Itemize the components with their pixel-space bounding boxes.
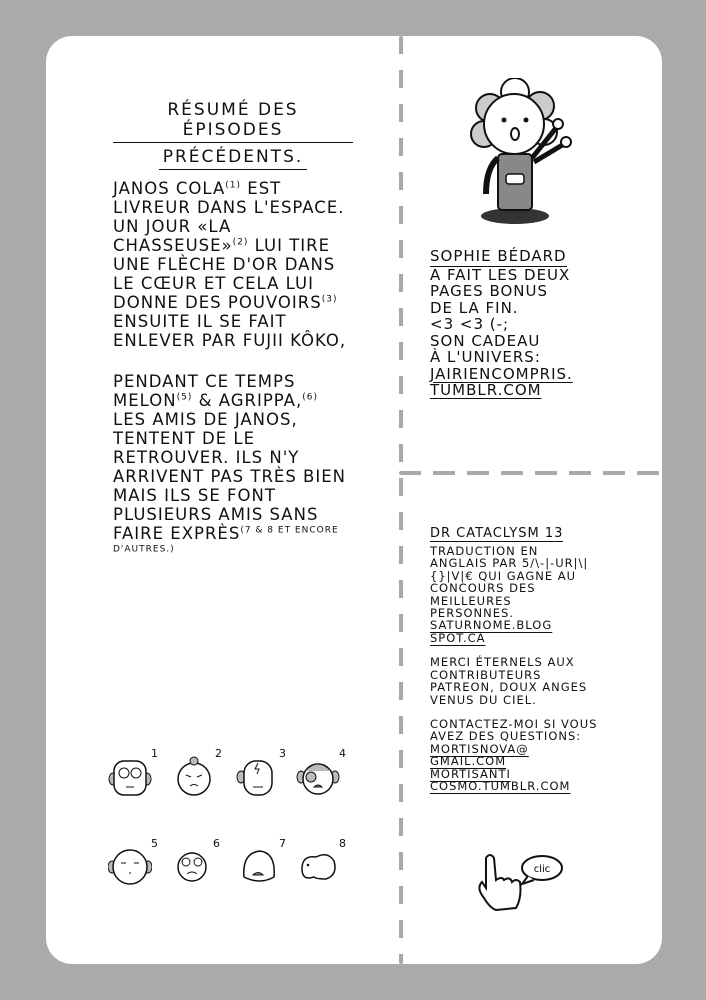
character-face-3-icon: 3 [236,755,280,799]
patreon-thanks: MERCI ÉTERNELS AUX CONTRIBUTEURS PATREON, DOUX ANGES VENUS DU CIEL. [430,655,588,707]
translation-credit: TRADUCTION EN ANGLAIS PAR 5/\-|-UR|\|{}|V|€ QUI GAGNE AU CONCOURS DES MEILLEURES PERSONNES. SATURNOME.BLOG SPOT.CA [430,544,589,645]
character-face-5-icon: 5 [108,845,152,889]
bonus-artist-name: SOPHIE BÉDARD [430,247,567,265]
author-name: DR CATACLYSM 13 [430,526,564,541]
click-hand-icon[interactable] [470,850,570,920]
recap-paragraph-2: PENDANT CE TEMPS MELON$^{(5)}$ & AGRIPPA,$^{(6)}$ LES AMIS DE JANOS, TENTENT DE LE RETROUVER. ILS N'Y ARRIVENT PAS TRÈS BIEN MAIS ILS SE FONT PLUSIEURS AMIS SANS FAIRE $EXPRÈS^{(7 \& 8 ET ENCORE D'AUTRES.)}$ [113,371,347,555]
author-credits [430,527,600,804]
recap-story [113,180,353,562]
recap-title-line2: PRÉCÉDENTS. [159,147,308,170]
recap-section [113,100,353,585]
bonus-credit: SOPHIE BÉDARD A FAIT LES DEUX PAGES BONUS DE LA FIN. <3 <3 (-; SON CADEAU À L'UNIVERS: JAIRIENCOMPRIS. TUMBLR.COM [430,247,573,399]
vertical-panel-divider [399,36,403,964]
blog-link[interactable]: SATURNOME.BLOG SPOT.CA [430,618,553,645]
character-face-8-icon: 8 [296,845,340,889]
character-face-7-icon: 7 [236,845,280,889]
character-face-1-icon: 1 [108,755,152,799]
character-face-2-icon: 2 [172,755,216,799]
character-faces [100,745,360,905]
recap-title-line1: RÉSUMÉ DES ÉPISODES [113,100,353,143]
click-label: clic [533,864,551,875]
bonus-tumblr-link[interactable]: JAIRIENCOMPRIS. TUMBLR.COM [430,364,573,399]
character-face-6-icon: 6 [170,845,214,889]
recap-paragraph-1: JANOS COLA$^{(1)}$ EST LIVREUR DANS L'ESPACE. UN JOUR «LA CHASSEUSE»$^{(2)}$ LUI TIRE UNE FLÈCHE D'OR DANS LE CŒUR ET CELA LUI DONNE DES POUVOIRS$^{(3)}$ ENSUITE IL SE FAIT ENLEVER PAR FUJII KÔKO, [113,179,347,350]
contact-info: CONTACTEZ-MOI SI VOUS AVEZ DES QUESTIONS: MORTISNOVA@ GMAIL.COM MORTISANTI COSMO.TUMBLR.COM [430,716,598,793]
flower-character-illustration [460,78,580,228]
recap-title [113,100,353,170]
tumblr-link[interactable]: MORTISANTI COSMO.TUMBLR.COM [430,766,571,793]
character-face-4-icon: 4 [296,755,340,799]
horizontal-panel-divider [399,471,663,475]
email-link[interactable]: MORTISNOVA@ GMAIL.COM [430,741,529,769]
bonus-emote: <3 <3 (-; [430,315,510,333]
